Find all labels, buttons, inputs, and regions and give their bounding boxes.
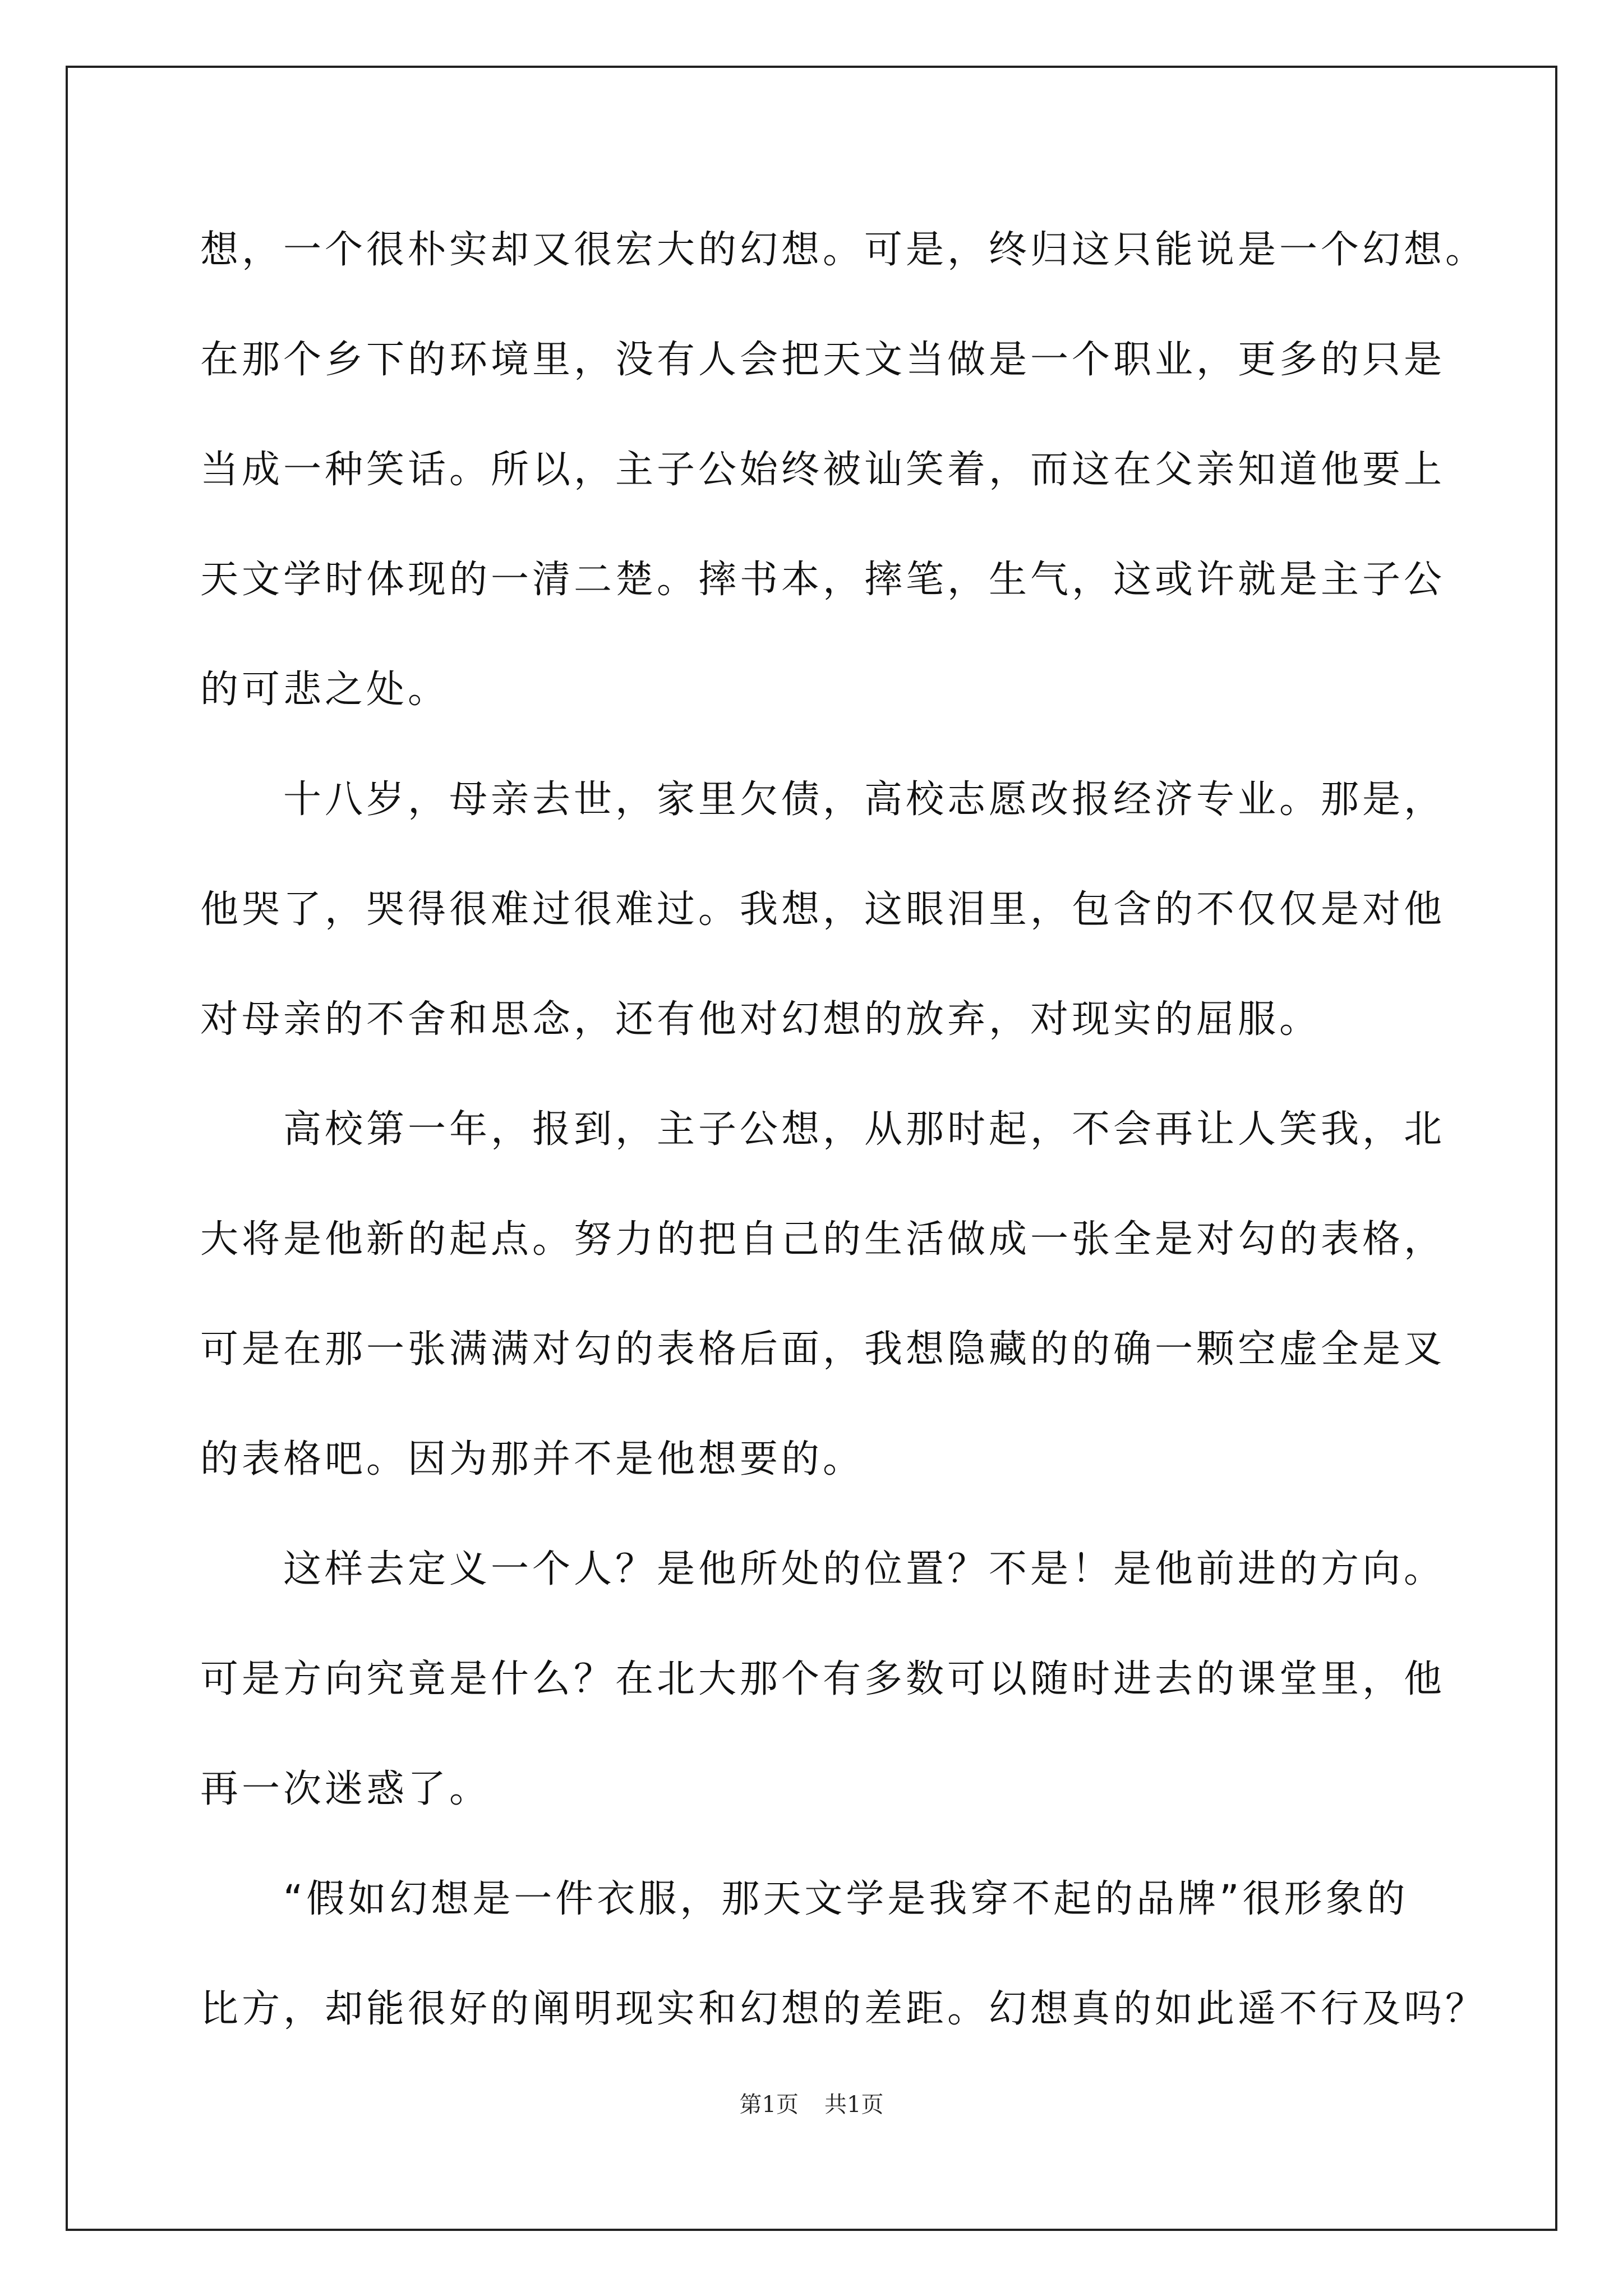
text-line: 对母亲的不舍和思念，还有他对幻想的放弃，对现实的屈服。 [200, 997, 1321, 1042]
paragraph-start-line: “假如幻想是一件衣服，那天文学是我穿不起的品牌”很形象的 [283, 1877, 1409, 1921]
page-total: 共1页 [824, 2092, 884, 2118]
text-line: 在那个乡下的环境里，没有人会把天文当做是一个职业，更多的只是 [200, 338, 1446, 382]
text-line: 大将是他新的起点。努力的把自己的生活做成一张全是对勾的表格， [200, 1217, 1446, 1262]
text-line: 想，一个很朴实却又很宏大的幻想。可是，终归这只能说是一个幻想。 [200, 228, 1487, 272]
text-line: 可是在那一张满满对勾的表格后面，我想隐藏的的确一颗空虚全是叉 [200, 1327, 1446, 1372]
paragraph-start-line: 这样去定义一个人？是他所处的位置？不是！是他前进的方向。 [283, 1547, 1446, 1591]
text-line: 的可悲之处。 [200, 668, 450, 712]
page-footer [0, 2087, 1623, 2119]
paragraph-start-line: 十八岁，母亲去世，家里欠债，高校志愿改报经济专业。那是， [283, 777, 1446, 822]
text-line: 他哭了，哭得很难过很难过。我想，这眼泪里，包含的不仅仅是对他 [200, 887, 1446, 932]
text-line: 再一次迷惑了。 [200, 1767, 491, 1811]
text-line: 比方，却能很好的阐明现实和幻想的差距。幻想真的如此遥不行及吗？ [200, 1987, 1487, 2031]
text-line: 天文学时体现的一清二楚。摔书本，摔笔，生气，这或许就是主子公 [200, 558, 1446, 602]
text-line: 可是方向究竟是什么？在北大那个有多数可以随时进去的课堂里，他 [200, 1657, 1446, 1701]
document-body [200, 195, 1490, 2064]
page-number: 第1页 [739, 2092, 799, 2118]
paragraph-start-line: 高校第一年，报到，主子公想，从那时起，不会再让人笑我，北 [283, 1107, 1446, 1152]
text-line: 的表格吧。因为那并不是他想要的。 [200, 1437, 865, 1481]
text-line: 当成一种笑话。所以，主子公始终被讪笑着，而这在父亲知道他要上 [200, 448, 1446, 492]
